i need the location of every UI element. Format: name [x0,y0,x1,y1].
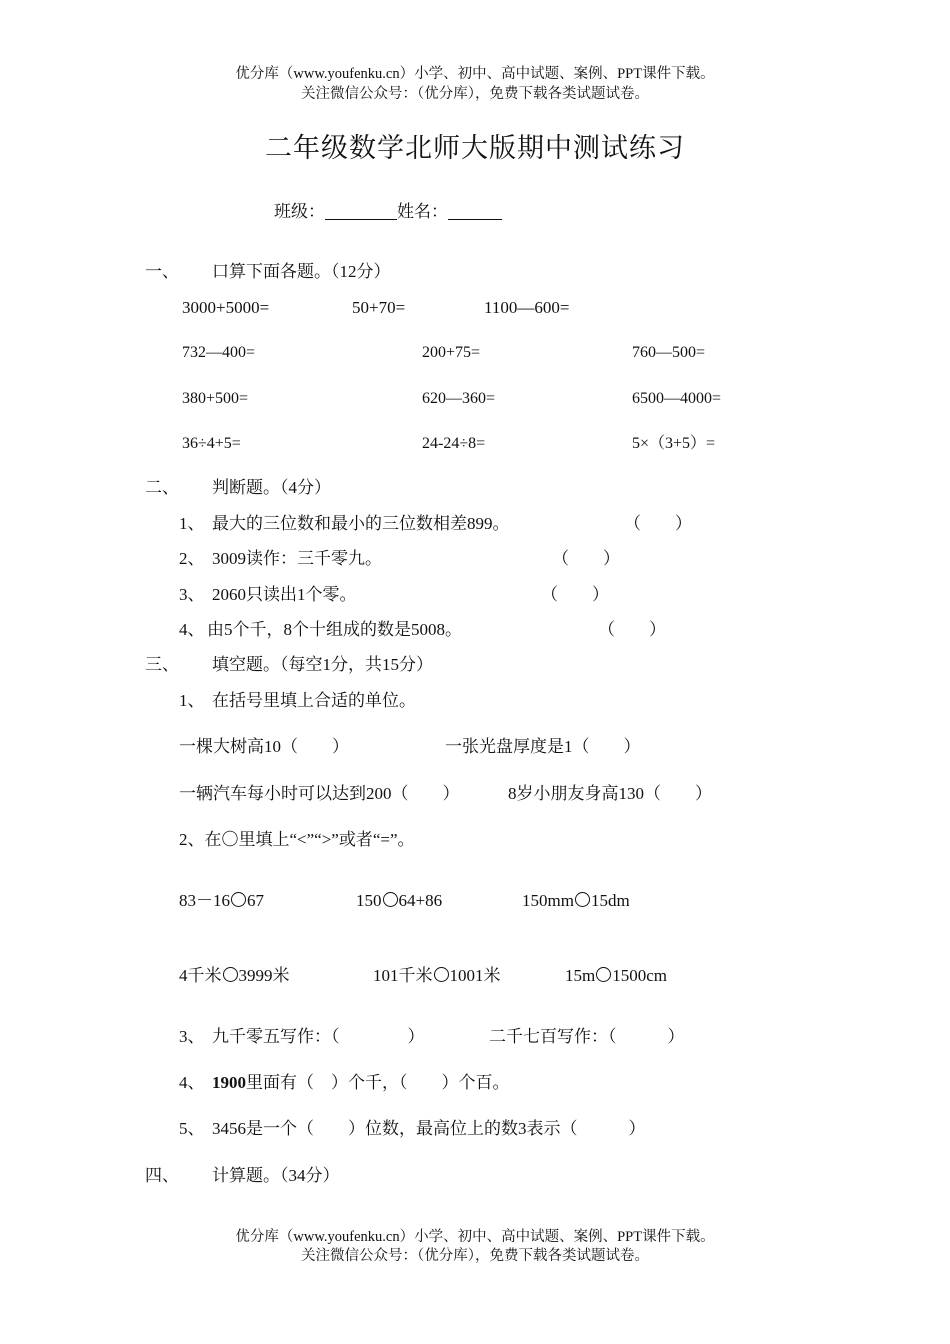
compare-a-circle[interactable] [231,892,246,907]
section-4-number: 四、 [145,1166,179,1185]
section-3-heading: 填空题。（每空1分，共15分） [212,655,433,674]
section-3-number: 三、 [145,655,179,674]
compare-c-right: 15dm [590,891,630,910]
judge-2-answer[interactable]: （ ） [552,549,620,568]
class-blank[interactable] [325,203,397,220]
class-label: 班级： [274,202,325,221]
judge-1-no: 1、 [179,514,205,533]
page-title: 二年级数学北师大版期中测试练习 [265,133,685,163]
compare-b-circle[interactable] [383,892,398,907]
compare-d-left: 4千米 [179,966,222,985]
footer-line-1: 优分库（www.youfenku.cn）小学、初中、高中试题、案例、PPT课件下载。 [235,1229,715,1245]
header-line-1: 优分库（www.youfenku.cn）小学、初中、高中试题、案例、PPT课件下载。 [235,66,715,82]
fill-2-text: 2、在〇里填上“<”“>”或者“=”。 [179,830,415,849]
section-1-heading: 口算下面各题。（12分） [212,262,391,281]
compare-c-left: 150mm [522,891,574,910]
header-line-2: 关注微信公众号：（优分库），免费下载各类试题试卷。 [301,86,649,102]
compare-e-left: 101千米 [373,966,433,985]
fill-4 [212,1074,510,1091]
fill-4-number: 1900 [212,1073,246,1092]
compare-e-right: 1001米 [449,966,501,985]
compare-c-circle[interactable] [575,892,590,907]
fill-5-no: 5、 [179,1119,205,1138]
compare-a-right: 67 [247,891,264,910]
compare-d-right: 3999米 [238,966,290,985]
judge-1-text: 最大的三位数和最小的三位数相差899。 [212,514,510,533]
student-info [274,203,502,220]
calc-1-1: 3000+5000= [182,298,270,317]
compare-c [522,892,630,909]
calc-2-1: 732—400= [182,344,256,361]
fill-3-a: 九千零五写作：（ ） [212,1027,425,1046]
judge-3-text: 2060只读出1个零。 [212,585,357,604]
compare-e [373,967,501,984]
compare-b-left: 150 [356,891,382,910]
section-1-number: 一、 [145,262,179,281]
name-label: 姓名： [397,202,448,221]
compare-d [179,967,290,984]
calc-3-1: 380+500= [182,390,249,407]
fill-3-no: 3、 [179,1027,205,1046]
compare-f [565,967,667,984]
compare-a-left: 83－16 [179,891,230,910]
fill-4-no: 4、 [179,1073,205,1092]
judge-4-no: 4、 [179,620,205,639]
judge-2-text: 3009读作：三千零九。 [212,549,382,568]
fill-1-a: 一棵大树高10（ ） [179,737,349,756]
judge-3-no: 3、 [179,585,205,604]
calc-2-2: 200+75= [422,344,481,361]
compare-b-right: 64+86 [398,891,443,910]
fill-1-no: 1、 [179,691,205,710]
fill-1-c: 一辆汽车每小时可以达到200（ ） [179,784,460,803]
judge-1-answer[interactable]: （ ） [624,514,692,533]
fill-5-text: 3456是一个（ ）位数，最高位上的数3表示（ ） [212,1119,646,1138]
compare-f-circle[interactable] [596,967,611,982]
compare-d-circle[interactable] [223,967,238,982]
calc-4-2: 24-24÷8= [422,435,486,452]
compare-a [179,892,264,909]
calc-4-1: 36÷4+5= [182,435,241,452]
fill-1-text: 在括号里填上合适的单位。 [212,691,416,710]
calc-3-2: 620—360= [422,390,496,407]
judge-2-no: 2、 [179,549,205,568]
compare-f-right: 1500cm [612,966,668,985]
calc-3-3: 6500—4000= [632,390,722,407]
name-blank[interactable] [448,203,502,220]
section-2-number: 二、 [145,478,179,497]
fill-3-b: 二千七百写作：（ ） [489,1027,685,1046]
compare-e-circle[interactable] [434,967,449,982]
compare-f-left: 15m [565,966,596,985]
section-4-heading: 计算题。（34分） [212,1166,340,1185]
fill-1-d: 8岁小朋友身高130（ ） [508,784,712,803]
calc-1-3: 1100—600= [484,298,570,317]
compare-b [356,892,442,909]
calc-4-3: 5×（3+5）= [632,435,716,452]
footer-line-2: 关注微信公众号：（优分库），免费下载各类试题试卷。 [301,1248,649,1264]
fill-4-text: 里面有（ ）个千，（ ）个百。 [246,1073,510,1092]
judge-3-answer[interactable]: （ ） [541,585,609,604]
fill-1-b: 一张光盘厚度是1（ ） [445,737,641,756]
section-2-heading: 判断题。（4分） [212,478,331,497]
calc-1-2: 50+70= [352,298,406,317]
judge-4-text: 由5个千，8个十组成的数是5008。 [207,620,462,639]
judge-4-answer[interactable]: （ ） [598,620,666,639]
calc-2-3: 760—500= [632,344,706,361]
